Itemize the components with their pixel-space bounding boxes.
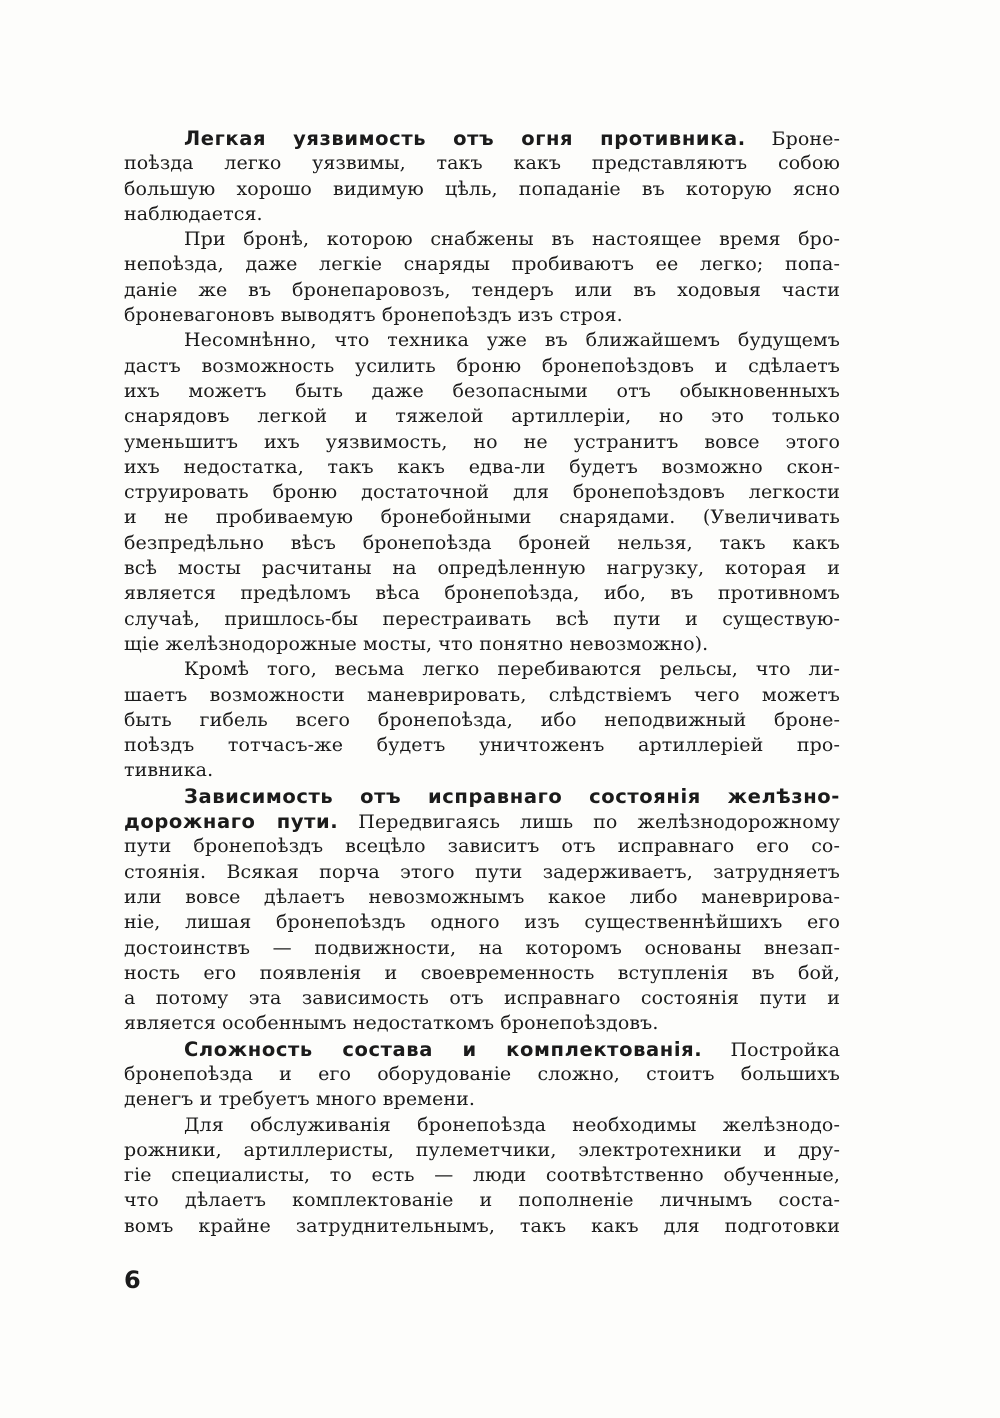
- line-text: Передвигаясь лишь по желѣзнодорожному: [338, 811, 840, 834]
- text-line: [124, 480, 840, 505]
- text-line: [124, 607, 840, 632]
- text-line: [124, 708, 840, 733]
- text-line: [124, 328, 840, 353]
- line-text: большую хорошо видимую цѣль, попаданіе въ которую ясно: [124, 177, 840, 200]
- text-line: [124, 733, 840, 758]
- line-text: Кромѣ того, весьма легко перебиваются рельсы, что ли-: [184, 658, 840, 681]
- text-line: [124, 379, 840, 404]
- line-text: является особеннымъ недостаткомъ бронепоѣздовъ.: [124, 1012, 659, 1035]
- line-text: тивника.: [124, 759, 214, 782]
- page-number: 6: [124, 1266, 141, 1294]
- line-text: случаѣ, пришлось-бы перестраивать всѣ пути и существую-: [124, 607, 840, 630]
- text-line: [124, 455, 840, 480]
- line-text: Постройка: [702, 1038, 841, 1061]
- text-line: [124, 227, 840, 252]
- text-line: [124, 961, 840, 986]
- section-heading: Сложность состава и комплектованія.: [184, 1037, 703, 1061]
- line-text: быть гибель всего бронепоѣзда, ибо неподвижный броне-: [124, 708, 840, 731]
- line-text: является предѣломъ вѣса бронепоѣзда, ибо, въ противномъ: [124, 582, 840, 605]
- line-text: безпредѣльно вѣсъ бронепоѣзда броней нельзя, такъ какъ: [124, 531, 840, 554]
- line-text: При бронѣ, которою снабжены въ настоящее время бро-: [184, 228, 840, 251]
- line-text: а потому эта зависимость отъ исправнаго состоянія пути и: [124, 987, 840, 1010]
- line-text: Для обслуживанія бронепоѣзда необходимы желѣзнодо-: [184, 1113, 840, 1136]
- line-text: ность его появленія и своевременность вступленія въ бой,: [124, 961, 840, 984]
- text-line: [124, 430, 840, 455]
- text-line: [124, 581, 840, 606]
- text-line: [124, 784, 840, 809]
- text-line: [124, 1062, 840, 1087]
- text-line: [124, 1214, 840, 1239]
- line-text: пути бронепоѣздъ всецѣло зависитъ отъ исправнаго его со-: [124, 835, 840, 858]
- line-text: или вовсе дѣлаетъ невозможнымъ какое либо маневрирова-: [124, 885, 840, 908]
- text-line: [124, 126, 840, 151]
- text-line: [124, 202, 840, 227]
- text-line: [124, 505, 840, 530]
- line-text: щіе желѣзнодорожные мосты, что понятно невозможно).: [124, 632, 709, 655]
- section-heading: дорожнаго пути.: [124, 810, 339, 834]
- text-line: [124, 986, 840, 1011]
- text-line: [124, 1138, 840, 1163]
- section-heading: Зависимость отъ исправнаго состоянія желѣзно-: [184, 784, 840, 808]
- text-line: [124, 252, 840, 277]
- section-heading: Легкая уязвимость отъ огня противника.: [184, 127, 746, 150]
- line-text: наблюдается.: [124, 202, 263, 225]
- line-text: бронепоѣзда и его оборудованіе сложно, стоитъ большихъ: [124, 1062, 840, 1085]
- text-body: [124, 126, 840, 1239]
- line-text: гіе специалисты, то есть — люди соотвѣтственно обученные,: [124, 1164, 840, 1187]
- line-text: рожники, артиллеристы, пулеметчики, электротехники и дру-: [124, 1138, 840, 1161]
- line-text: уменьшитъ ихъ уязвимость, но не устранитъ вовсе этого: [124, 430, 840, 453]
- text-line: [124, 632, 840, 657]
- line-text: броневагоновъ выводятъ бронепоѣздъ изъ строя.: [124, 304, 623, 327]
- text-line: [124, 278, 840, 303]
- text-line: [124, 177, 840, 202]
- text-line: [124, 657, 840, 682]
- text-line: [124, 809, 840, 834]
- text-line: [124, 683, 840, 708]
- text-line: [124, 354, 840, 379]
- line-text: шаетъ возможности маневрировать, слѣдствіемъ чего можетъ: [124, 683, 840, 706]
- text-line: [124, 1011, 840, 1036]
- line-text: поѣздъ тотчасъ-же будетъ уничтоженъ артиллеріей про-: [124, 734, 840, 757]
- line-text: Броне-: [745, 128, 840, 150]
- line-text: ихъ можетъ быть даже безопасными отъ обыкновенныхъ: [124, 379, 840, 402]
- text-line: [124, 1087, 840, 1112]
- line-text: струировать броню достаточной для бронепоѣздовъ легкости: [124, 481, 840, 504]
- line-text: достоинствъ — подвижности, на которомъ основаны внезап-: [124, 936, 840, 959]
- line-text: Несомнѣнно, что техника уже въ ближайшемъ будущемъ: [184, 329, 840, 352]
- text-line: [124, 303, 840, 328]
- line-text: денегъ и требуетъ много времени.: [124, 1088, 476, 1111]
- line-text: ихъ недостатка, такъ какъ едва-ли будетъ возможно скон-: [124, 455, 840, 478]
- line-text: ніе, лишая бронепоѣздъ одного изъ существеннѣйшихъ его: [124, 911, 840, 934]
- text-line: [124, 1188, 840, 1213]
- text-line: [124, 1113, 840, 1138]
- line-text: что дѣлаетъ комплектованіе и пополненіе личнымъ соста-: [124, 1189, 840, 1212]
- line-text: снарядовъ легкой и тяжелой артиллеріи, но это только: [124, 405, 840, 428]
- text-line: [124, 758, 840, 783]
- text-line: [124, 556, 840, 581]
- text-line: [124, 834, 840, 859]
- line-text: дастъ возможность усилить броню бронепоѣздовъ и сдѣлаетъ: [124, 354, 840, 377]
- text-line: [124, 1037, 840, 1062]
- text-line: [124, 936, 840, 961]
- line-text: даніе же въ бронепаровозъ, тендеръ или въ ходовыя части: [124, 278, 840, 301]
- text-line: [124, 404, 840, 429]
- text-line: [124, 860, 840, 885]
- line-text: поѣзда легко уязвимы, такъ какъ представляютъ собою: [124, 152, 840, 175]
- line-text: всѣ мосты расчитаны на опредѣленную нагрузку, которая и: [124, 557, 840, 580]
- line-text: стоянія. Всякая порча этого пути задерживаетъ, затрудняетъ: [124, 860, 840, 883]
- line-text: вомъ крайне затруднительнымъ, такъ какъ для подготовки: [124, 1214, 840, 1237]
- text-line: [124, 910, 840, 935]
- text-line: [124, 885, 840, 910]
- text-line: [124, 1163, 840, 1188]
- text-line: [124, 151, 840, 176]
- line-text: непоѣзда, даже легкіе снаряды пробиваютъ ее легко; попа-: [124, 253, 840, 276]
- text-line: [124, 531, 840, 556]
- line-text: и не пробиваемую бронебойными снарядами. (Увеличивать: [124, 506, 840, 529]
